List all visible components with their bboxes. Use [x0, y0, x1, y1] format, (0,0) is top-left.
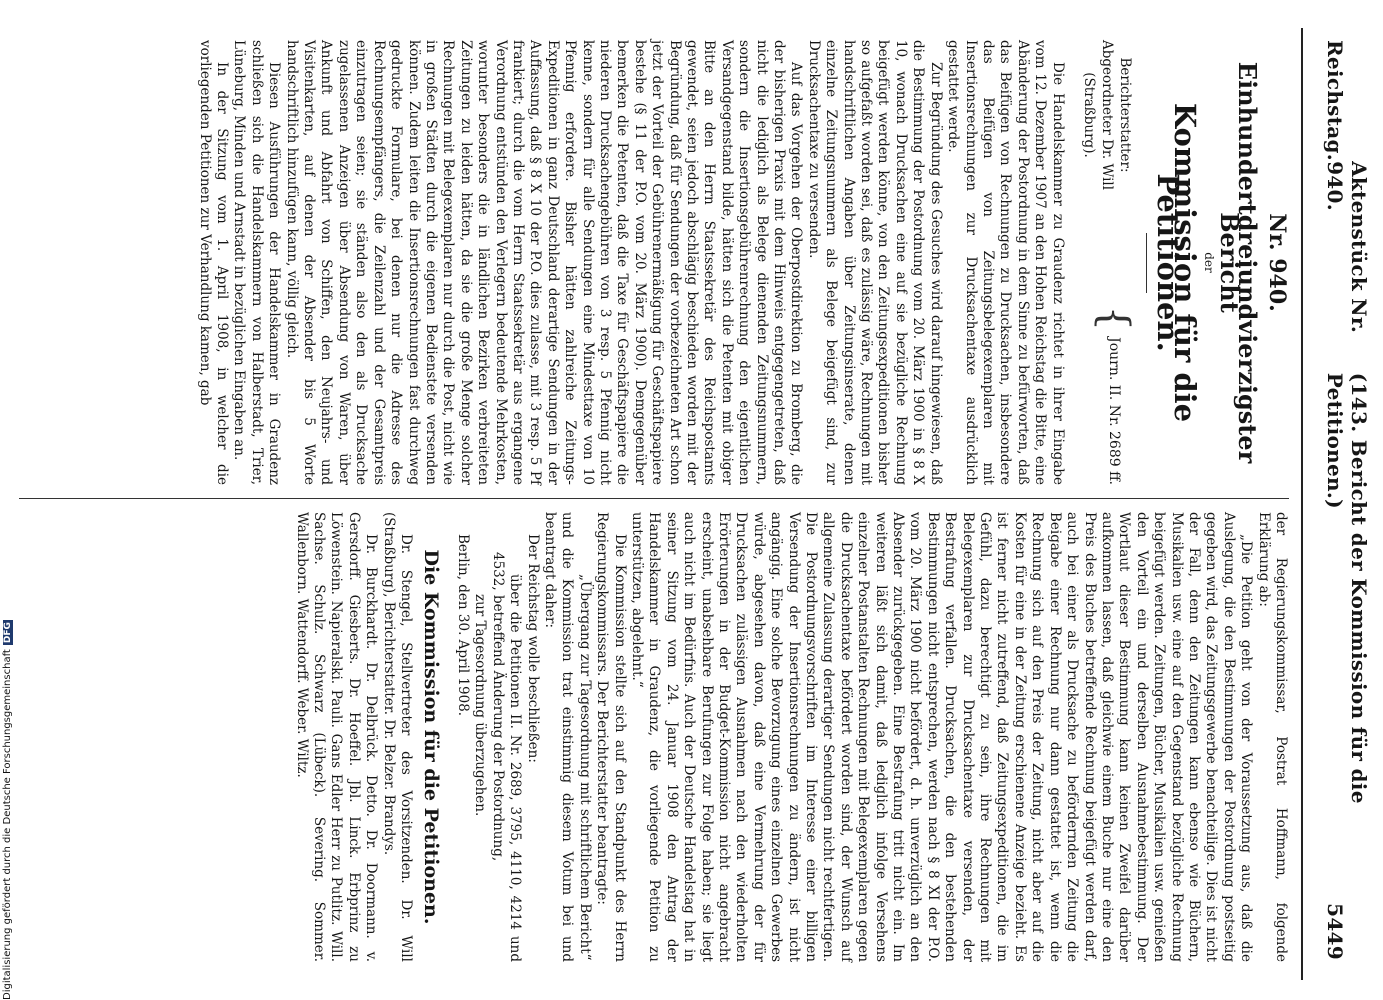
- digitization-credit: [2, 0, 16, 1000]
- report-meta: [1080, 40, 1137, 485]
- title-connector: der: [1201, 252, 1216, 273]
- reporter-block: [1080, 40, 1134, 190]
- paragraph: Zur Begründung des Gesuches wird darauf hingewiesen, daß die Bestimmung der Postordnung vom 20. März 1900 in § 8 X 10, wonach Drucksachen eine auf sie bezügliche Rechnung beigefügt werden könne, von den Zeitungsexpeditionen bisher so aufgefaßt worden sei, daß es zulässig wäre, Rechnungen mit handschriftlichen Angaben über Zeitungsinserate, denen einzelne Zeitungsnummern als Belege beigefügt sind, zur Drucksachentaxe zu versenden.: [805, 40, 944, 485]
- report-title: Einhundertdreiundvierzigster Bericht: [1215, 61, 1262, 464]
- header-left: Reichstag.: [1323, 40, 1347, 162]
- left-column: [195, 40, 1289, 485]
- header-right: (143. Bericht der Kommission für die Petitionen.): [1323, 372, 1371, 804]
- resolution-conclusion: zur Tagesordnung überzugehen.: [472, 594, 489, 817]
- dfg-logo: DFG: [3, 622, 13, 644]
- paragraph: Auf das Vorgehen der Oberpostdirektion zu Bromberg, die der bisherigen Praxis mit dem Hinweis entgegengetreten, daß nicht die lediglich als Belege dienenden Zeitungsnummern, sondern die Insertionsgebührenrechnung den eigentlichen Versandgegenstand bilde, hätten sich die Petenten mit obiger Bitte an den Herrn Staatssekretär des Reichspostamts gewendet, seien jedoch abschlägig beschieden worden mit der Begründung, daß für Sendungen der vorbezeichneten Art schon jetzt der Vorteil der Gebührenermäßigung für Geschäftspapiere bestehe (§ 11 der P.O. vom 20. März 1900). Demgegenüber bemerken die Petenten, daß die Taxe für Geschäftspapiere die niederen Drucksachengebühren von 3 resp. 5 Pfennig nicht kenne, sondern für alle Sendungen eine Mindesttaxe von 10 Pfennig erfordere. Bisher hätten zahlreiche Zeitungs-Expeditionen in ganz Deutschland derartige Sendungen in der Auffassung, daß § 8 X 10 der P.O. dies zulasse, mit 3 resp. 5 Pf frankiert; durch die vom Herrn Staatssekretär aus ergangene Verordnung entstünden den Verlegern bedeutende Mehrkosten, worunter besonders die in ländlichen Bezirken verbreiteten Zeitungen zu leiden hätten, da sie die große Menge solcher Rechnungen mit Belegexemplaren nur durch die Post, nicht wie in großen Städten durch die eigenen Bedienstete versenden können. Zudem leiten die Insertionsrechnungen fast durchweg gedruckte Formulare, bei denen nur die Adresse des Rechnungsempfängers, die Zeilenzahl und der Gesamtpreis einzutragen seien; sie ständen also den als Drucksache zugelassenen Anzeigen über Absendung von Waren, über Ankunft und Abfahrt von Schiffen, den Neujahrs- und Visitenkarten, auf denen der Absender bis 5 Worte handschriftlich hinzufügen kann, völlig gleich.: [283, 40, 805, 485]
- header-center: Aktenstück Nr. 940.: [1323, 161, 1371, 334]
- reporter-city: (Straßburg).: [1080, 72, 1097, 158]
- credit-text: Digitalisierung gefördert durch die Deutsche Forschungsgemeinschaft: [2, 649, 13, 1000]
- motion: „Übergang zur Tagesordnung mit schriftlichem Bericht“: [576, 574, 593, 961]
- reporter-name: Abgeordneter Dr. Will: [1098, 40, 1115, 191]
- running-head: [1323, 40, 1371, 960]
- date-line: Berlin, den 30. April 1908.: [454, 534, 471, 717]
- paragraph: In der Sitzung vom 1. April 1908, in welcher die vorliegenden Petitionen zur Verhandlung kamen, gab: [196, 40, 231, 485]
- journal-reference: [1090, 305, 1137, 485]
- signature-heading: Die Kommission für die Petitionen.: [420, 549, 443, 925]
- paragraph: Diesen Ausführungen der Handelskammer in Graudenz schließen sich die Handelskammern von Halberstadt, Trier, Lüneburg, Minden und Arnstadt in bezüglichen Eingaben an.: [231, 40, 283, 485]
- page-number: 5449: [1323, 903, 1347, 960]
- members-list-b: Dr. Burckhardt. Dr. Delbrück. Detto. Dr. Doormann. v. Gersdorff. Giesberts. Dr. Hoeffel. Jbl. Linck. Erbprinz zu Löwenstein. Napieralski. Pauli. Gans Edler Herr zu Putlitz. Will. Sachse. Schulz. Schwarz (Lübeck). Severing. Sommer. Wallenborn. Wattendorff. Weber. Wiltz.: [293, 512, 380, 962]
- right-column: [292, 512, 1289, 962]
- title-divider: [1146, 233, 1147, 293]
- brace-icon: {: [1090, 305, 1137, 332]
- members-list-a: Dr. Stengel, Stellvertreter des Vorsitzenden. Dr. Will (Straßburg), Berichterstatter. Dr. Belzer. Brandys.: [380, 512, 415, 962]
- quoted-statement: „Die Petition geht von der Voraussetzung aus, daß die Auslegung, die den Bestimmungen der Postordnung postseitig gegeben wird, das Zeitungsgewerbe benachteilige. Dies ist nicht der Fall, denn den Zeitungen kann ebenso wie Büchern, Musikalien usw. eine auf den Gegenstand bezügliche Rechnung beigefügt werden. Zeitungen, Bücher, Musikalien usw. genießen den Vorteil ein und derselben Ausnahmebestimmung. Der Wortlaut dieser Bestimmung kann keinen Zweifel darüber aufkommen lassen, daß gleichwie einem Buche nur eine den Preis des Buches betreffende Rechnung beigefügt werden darf, auch bei einer als Drucksache zu befördernden Zeitung die Beigabe einer Rechnung nur dann gestattet ist, wenn die Rechnung sich auf den Preis der Zeitung, nicht aber auf die Kosten für eine in der Zeitung erschienene Anzeige bezieht. Es ist ferner nicht zutreffend, daß Zeitungsexpeditionen, die im Gefühl, dazu berechtigt zu sein, ihre Rechnungen mit Belegexemplaren zur Drucksachentaxe versenden, der Bestrafung verfallen. Drucksachen, die den bestehenden Bestimmungen nicht entsprechen, werden nach § 8 XI der P.O. vom 20. März 1900 nicht befördert, d. h. unverzüglich an den Absender zurückgegeben. Eine Bestrafung tritt nicht ein. Im weiteren läßt sich damit, daß lediglich infolge Versehens einzelner Postanstalten Rechnungen mit Belegexemplaren gegen die Drucksachentaxe befördert worden sind, der Wunsch auf allgemeine Zulassung derartiger Sendungen nicht rechtfertigen. Die Postordnungsvorschriften im Interesse einer billigen Versendung der Insertionsrechnungen zu ändern, ist nicht angängig. Eine solche Bevorzugung eines einzelnen Gewerbes würde, abgesehen davon, daß eine Vermehrung der für Drucksachen zulässigen Ausnahmen nach den wiederholten Erörterungen in der Budget-Kommission nicht angebracht erscheint, unabsehbare Berufungen zur Folge haben; sie liegt auch nicht im Bedürfnis. Auch der Deutsche Handelstag hat in seiner Sitzung vom 24. Januar 1908 den Antrag der Handelskammer in Graudenz, die vorliegende Petition zu unterstützen, abgelehnt.“: [628, 512, 1255, 962]
- resolution-intro: Der Reichstag wolle beschließen:: [524, 534, 541, 763]
- document-number: Nr. 940.: [1264, 213, 1290, 312]
- reporter-label: Berichterstatter:: [1116, 57, 1133, 173]
- header-rule: [1301, 28, 1303, 980]
- paragraph: Die Kommission stellte sich auf den Standpunkt des Herrn Regierungskommissars. Der Berichterstatter beantragte:: [594, 512, 628, 962]
- column-divider: [19, 498, 1289, 499]
- paragraph: und die Kommission trat einstimmig diesem Votum bei und beantragt daher:: [541, 512, 576, 962]
- commission-title: Kommission für die Petitionen.: [1150, 102, 1203, 423]
- paragraph: der Regierungskommissar, Postrat Hoffmann, folgende Erklärung ab:: [1255, 512, 1289, 962]
- resolution-text: über die Petitionen II. Nr. 2689, 3795, 4110, 4214 und 4532, betreffend Änderung der Postordnung,: [489, 552, 524, 962]
- journal-number: Journ. II. Nr. 2689 ff.: [1106, 337, 1123, 485]
- paragraph: Die Handelskammer zu Graudenz richtet in ihrer Eingabe vom 12. Dezember 1907 an den Hohen Reichstag die Bitte, eine Abänderung der Postordnung in dem Sinne zu befürworten, daß das Beifügen von Rechnungen zu Drucksachen, insbesondere das Beifügen von Zeitungsbelegexemplaren mit Insertionsrechnungen zur Drucksachentaxe ausdrücklich gestattet werde.: [945, 40, 1066, 485]
